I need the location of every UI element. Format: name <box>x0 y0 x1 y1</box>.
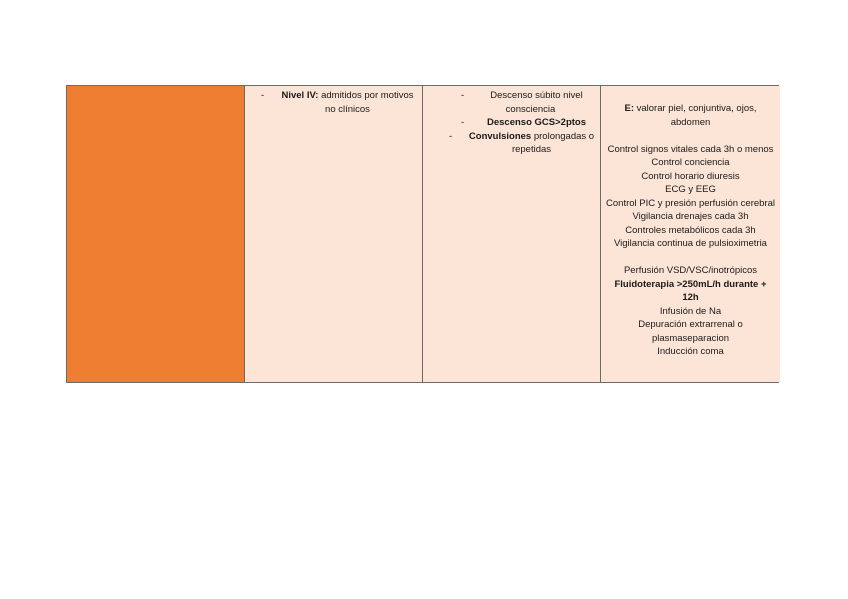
spacer <box>605 251 776 265</box>
criterion-text: prolongadas o repetidas <box>511 130 595 155</box>
neuro-criteria-list <box>423 86 600 157</box>
bullet-dash-icon: - <box>461 90 465 101</box>
interventions-cell <box>601 86 780 382</box>
admission-criteria-cell <box>245 86 423 382</box>
intervention-line: Vigilancia continua de pulsioximetria <box>614 238 767 249</box>
criterion-text: Descenso súbito nivel consciencia <box>490 90 583 115</box>
admission-criteria-list <box>245 86 422 116</box>
intervention-line: Inducción coma <box>657 346 724 357</box>
exam-label: E: <box>624 103 634 114</box>
intervention-line: Depuración extrarrenal o plasmaseparacion <box>638 319 743 344</box>
criteria-table <box>66 85 779 383</box>
exam-line <box>605 102 776 129</box>
list-item <box>263 89 416 116</box>
intervention-line: Controles metabólicos cada 3h <box>625 224 756 236</box>
intervention-line: Infusión de Na <box>659 305 722 317</box>
intervention-line: ECG y EEG <box>665 184 716 195</box>
intervention-line: Perfusión VSD/VSC/inotrópicos <box>623 265 758 276</box>
level-description: admitidos por motivos no clínicos <box>318 90 414 115</box>
list-item <box>441 116 596 130</box>
intervention-line: Control conciencia <box>651 157 730 168</box>
neuro-criteria-cell <box>423 86 601 382</box>
list-item <box>441 89 596 116</box>
spacer <box>605 129 776 143</box>
level-label: Nivel IV: <box>281 90 319 101</box>
list-item <box>441 130 596 157</box>
bullet-dash-icon: - <box>261 90 265 101</box>
intervention-line: Control PIC y presión perfusión cerebral <box>606 197 775 209</box>
criterion-bold: Convulsiones <box>468 130 532 142</box>
criterion-bold: Descenso GCS>2ptos <box>487 117 586 128</box>
intervention-line: Vigilancia drenajes cada 3h <box>632 211 749 222</box>
exam-text: valorar piel, conjuntiva, ojos, abdomen <box>633 103 757 128</box>
intervention-line: Control signos vitales cada 3h o menos <box>607 143 774 155</box>
bullet-dash-icon: - <box>449 130 453 142</box>
intervention-line: Control horario diuresis <box>641 170 740 182</box>
bullet-dash-icon: - <box>461 117 465 128</box>
intervention-bold-line: Fluidoterapia >250mL/h durante + 12h <box>614 278 767 303</box>
level-color-cell <box>67 86 245 382</box>
